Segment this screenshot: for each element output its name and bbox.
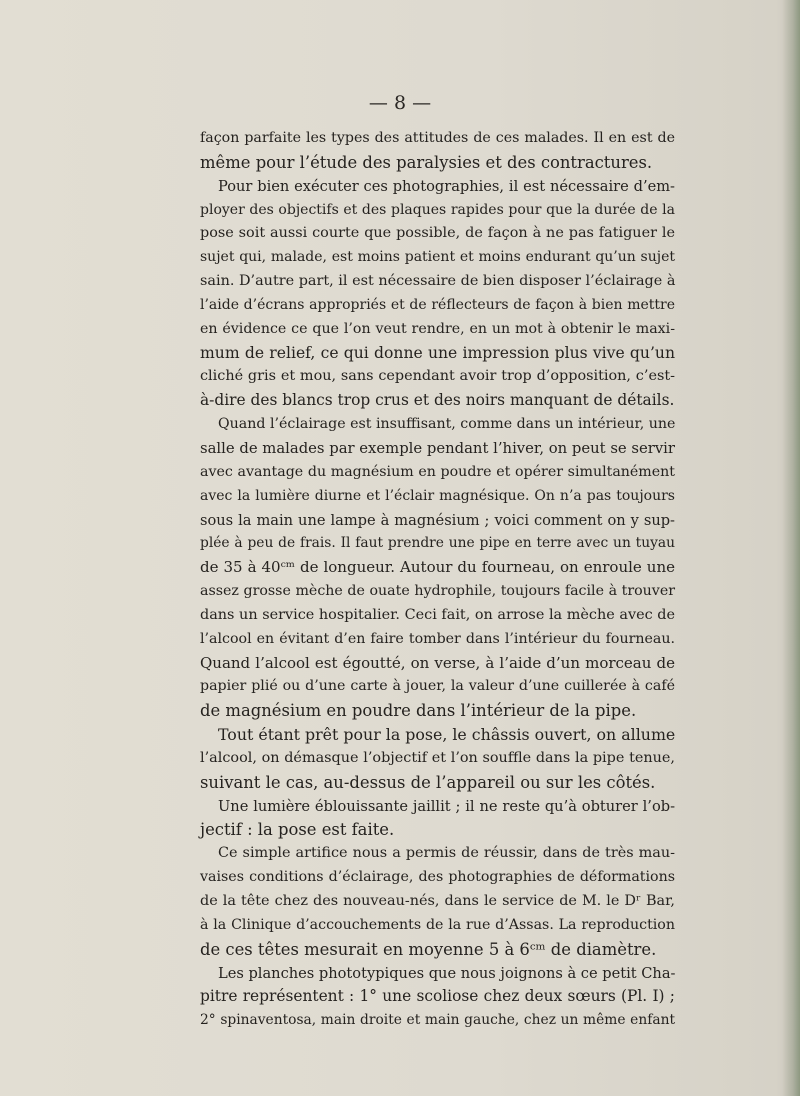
text-line: avec la lumière diurne et l’éclair magnésique. On n’a pas toujours — [200, 487, 675, 504]
text-line: pitre représentent : 1° une scoliose chez deux sœurs (Pl. I) ; — [200, 987, 675, 1006]
text-line: salle de malades par exemple pendant l’hiver, on peut se servir — [200, 439, 675, 457]
text-line: cliché gris et mou, sans cependant avoir trop d’opposition, c’est- — [200, 368, 675, 385]
text-line: Quand l’alcool est égoutté, on verse, à l’aide d’un morceau de — [200, 653, 675, 672]
text-line: de 35 à 40ᶜᵐ de longueur. Autour du fourneau, on enroule une — [200, 558, 675, 577]
text-line: sous la main une lampe à magnésium ; voici comment on y sup- — [200, 511, 675, 529]
text-line: même pour l’étude des paralysies et des contractures. — [200, 152, 653, 172]
text-line: suivant le cas, au-dessus de l’appareil ou sur les côtés. — [200, 772, 656, 792]
text-line: Les planches phototypiques que nous joignons à ce petit Cha- — [218, 964, 676, 982]
text-line: Ce simple artifice nous a permis de réussir, dans de très mau- — [218, 845, 675, 862]
body-text — [200, 127, 675, 1033]
text-line: mum de relief, ce qui donne une impression plus vive qu’un — [200, 343, 675, 362]
text-line: à-dire des blancs trop crus et des noirs manquant de détails. — [200, 391, 675, 410]
text-line: jectif : la pose est faite. — [200, 820, 395, 840]
page-edge-shadow — [782, 0, 800, 1096]
text-line: ployer des objectifs et des plaques rapides pour que la durée de la — [200, 201, 675, 218]
text-line: à la Clinique d’accouchements de la rue d’Assas. La reproduction — [200, 916, 675, 933]
text-line: l’aide d’écrans appropriés et de réflecteurs de façon à bien mettre — [200, 296, 675, 313]
text-line: Une lumière éblouissante jaillit ; il ne reste qu’à obturer l’ob- — [218, 797, 675, 815]
text-line: l’alcool, on démasque l’objectif et l’on souffle dans la pipe tenue, — [200, 749, 675, 766]
text-line: vaises conditions d’éclairage, des photographies de déformations — [200, 869, 675, 886]
text-line: de la tête chez des nouveau-nés, dans le service de M. le Dʳ Bar, — [200, 893, 675, 909]
text-line: pose soit aussi courte que possible, de façon à ne pas fatiguer le — [200, 225, 675, 242]
text-line: dans un service hospitalier. Ceci fait, on arrose la mèche avec de — [200, 606, 675, 623]
text-line: Pour bien exécuter ces photographies, il est nécessaire d’em- — [218, 177, 675, 195]
text-line: papier plié ou d’une carte à jouer, la valeur d’une cuillerée à café — [200, 678, 675, 695]
text-line: de magnésium en poudre dans l’intérieur de la pipe. — [200, 701, 637, 721]
text-line: assez grosse mèche de ouate hydrophile, toujours facile à trouver — [200, 583, 675, 600]
text-line: sujet qui, malade, est moins patient et moins endurant qu’un sujet — [200, 249, 675, 266]
text-line: Quand l’éclairage est insuffisant, comme dans un intérieur, une — [218, 416, 676, 433]
text-line: en évidence ce que l’on veut rendre, en un mot à obtenir le maxi- — [200, 320, 675, 337]
text-line: de ces têtes mesurait en moyenne 5 à 6ᶜᵐ de diamètre. — [200, 939, 657, 959]
text-line: 2° spinaventosa, main droite et main gauche, chez un même enfant — [200, 1012, 675, 1029]
text-line: sain. D’autre part, il est nécessaire de bien disposer l’éclairage à — [200, 273, 676, 290]
page-number: — 8 — — [368, 92, 432, 114]
text-line: Tout étant prêt pour la pose, le châssis ouvert, on allume — [218, 725, 676, 745]
text-line: l’alcool en évitant d’en faire tomber dans l’intérieur du fourneau. — [200, 630, 675, 647]
text-line: plée à peu de frais. Il faut prendre une pipe en terre avec un tuyau — [200, 535, 675, 552]
text-line: avec avantage du magnésium en poudre et opérer simultanément — [200, 463, 675, 480]
text-line: façon parfaite les types des attitudes de ces malades. Il en est de — [200, 130, 675, 146]
